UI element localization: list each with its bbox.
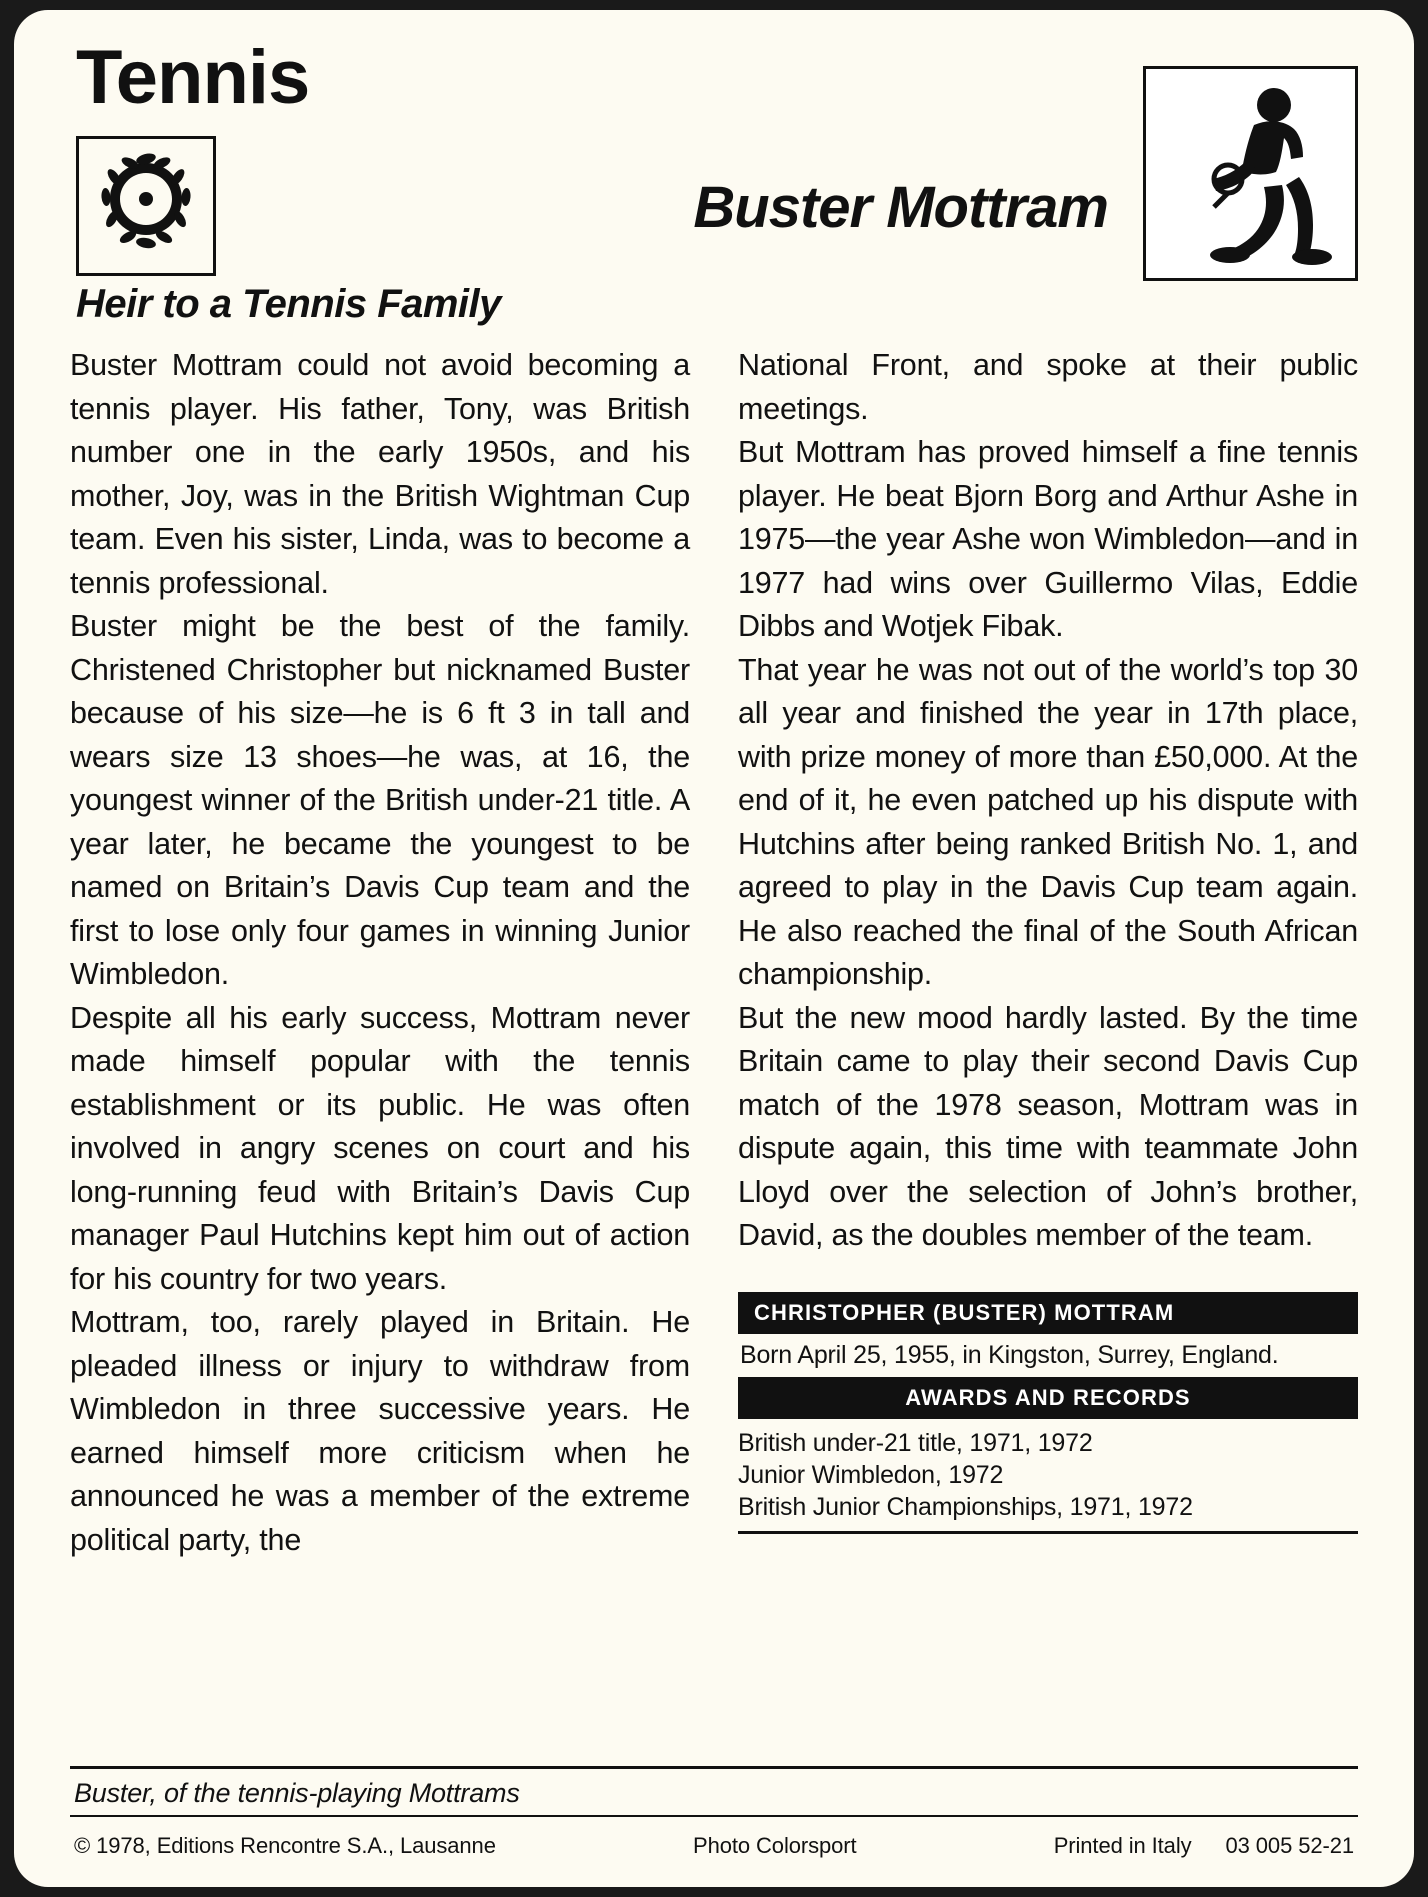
paragraph: Mottram, too, rarely played in Britain. He pleaded illness or injury to withdraw from Wimbledon in three successive years. He earned himself more criticism when he announced he was a member of the extreme political party, the [70,1305,690,1557]
player-full-name-bar: CHRISTOPHER (BUSTER) MOTTRAM [738,1292,1358,1334]
tennis-player-icon [1143,66,1358,281]
paragraph: Despite all his early success, Mottram never made himself popular with the tennis establishment or its public. He was often involved in angry scenes on court and his long-running feud with Britain’s Davis Cup manager Paul Hutchins kept him out of action for his country for two years. [70,1000,690,1296]
caption-divider [70,1766,1358,1769]
sport-title: Tennis [76,35,310,120]
photo-caption: Buster, of the tennis-playing Mottrams [74,1778,520,1808]
paragraph: Buster Mottram could not avoid becoming a tennis player. His father, Tony, was British number one in the early 1950s, and his mother, Joy, was in the British Wightman Cup team. Even his sister, Linda, was to become a tennis professional. [70,348,690,600]
award-item: Junior Wimbledon, 1972 [738,1460,1004,1489]
copyright-text: © 1978, Editions Rencontre S.A., Lausanne [74,1833,496,1858]
card-footer [74,1833,1354,1859]
article-columns [70,344,1358,1562]
printed-in: Printed in Italy [1053,1833,1192,1858]
awards-list [738,1419,1358,1523]
photo-credit: Photo Colorsport [693,1833,857,1858]
awards-header-bar: AWARDS AND RECORDS [738,1377,1358,1419]
footer-right [1054,1833,1354,1859]
paragraph: Buster might be the best of the family. Christened Christopher but nicknamed Buster because of his size—he is 6 ft 3 in tall and wears size 13 shoes—he was, at 16, the youngest winner of the British under-21 title. A year later, he became the youngest to be named on Britain’s Davis Cup team and the first to lose only four games in winning Junior Wimbledon. [70,609,690,991]
player-info-box [738,1292,1358,1534]
footer-divider [70,1815,1358,1817]
card-code: 03 005 52-21 [1225,1833,1354,1858]
award-item: British under-21 title, 1971, 1972 [738,1428,1093,1457]
card-header [70,35,1358,326]
paragraph: But Mottram has proved himself a fine tennis player. He beat Bjorn Borg and Arthur Ashe in 1975—the year Ashe won Wimbledon—and in 1977 had wins over Guillermo Vilas, Eddie Dibbs and Wotjek Fibak. [738,435,1358,643]
right-column [738,344,1358,1562]
birth-details: Born April 25, 1955, in Kingston, Surrey, England. [740,1340,1279,1369]
paragraph: But the new mood hardly lasted. By the time Britain came to play their second Davis Cup match of the 1978 season, Mottram was in dispute again, this time with teammate John Lloyd over the selection of John’s brother, David, as the doubles member of the team. [738,1000,1358,1252]
card-subtitle: Heir to a Tennis Family [76,282,501,326]
left-column [70,344,690,1562]
paragraph: National Front, and spoke at their public meetings. [738,348,1358,426]
laurel-wreath-icon [76,136,216,276]
awards-divider [738,1531,1358,1534]
award-item: British Junior Championships, 1971, 1972 [738,1492,1193,1521]
sportscaster-card [14,10,1414,1887]
player-name: Buster Mottram [693,175,1108,240]
paragraph: That year he was not out of the world’s top 30 all year and finished the year in 17th place, with prize money of more than £50,000. At the end of it, he even patched up his dispute with Hutchins after being ranked British No. 1, and agreed to play in the Davis Cup team again. He also reached the final of the South African championship. [738,652,1358,991]
card-inner [70,35,1358,1861]
